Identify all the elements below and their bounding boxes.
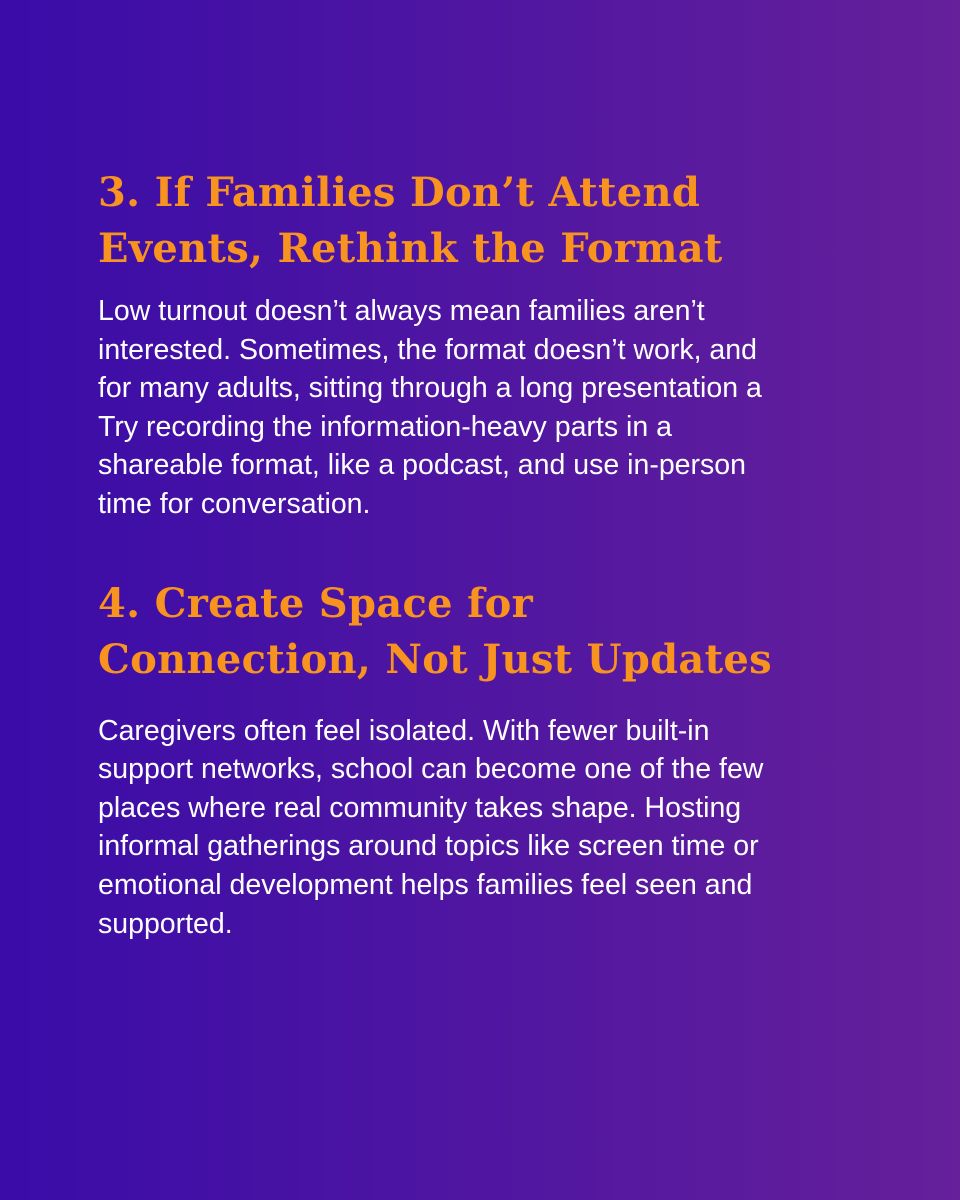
section-4-body-line: support networks, school can become one of the few (98, 753, 764, 786)
section-4-body-line: emotional development helps families feel seen and (98, 868, 753, 901)
section-3-body-line: shareable format, like a podcast, and use in-person (98, 449, 746, 482)
section-3-body-line: interested. Sometimes, the format doesn’t work, and (98, 333, 757, 366)
section-4-heading: 4. Create Space for Connection, Not Just Updates (98, 579, 772, 683)
section-3-body-line: time for conversation. (98, 487, 371, 520)
section-4-body-line: Caregivers often feel isolated. With fewer built-in (98, 714, 710, 747)
section-3-body-line: Try recording the information-heavy parts in a (98, 410, 672, 443)
content-block (98, 165, 898, 943)
section-3-body-line: Low turnout doesn’t always mean families aren’t (98, 295, 705, 327)
section-3-heading: 3. If Families Don’t Attend Events, Rethink the Format (98, 169, 723, 272)
section-3-body (98, 292, 898, 524)
section-4-body-line: informal gatherings around topics like screen time or (98, 830, 759, 863)
section-4-body-line: supported. (98, 907, 233, 940)
section-4-body (98, 712, 898, 944)
section-3-body-line: for many adults, sitting through a long presentation a (98, 372, 762, 405)
section-4-body-line: places where real community takes shape. Hosting (98, 791, 742, 824)
